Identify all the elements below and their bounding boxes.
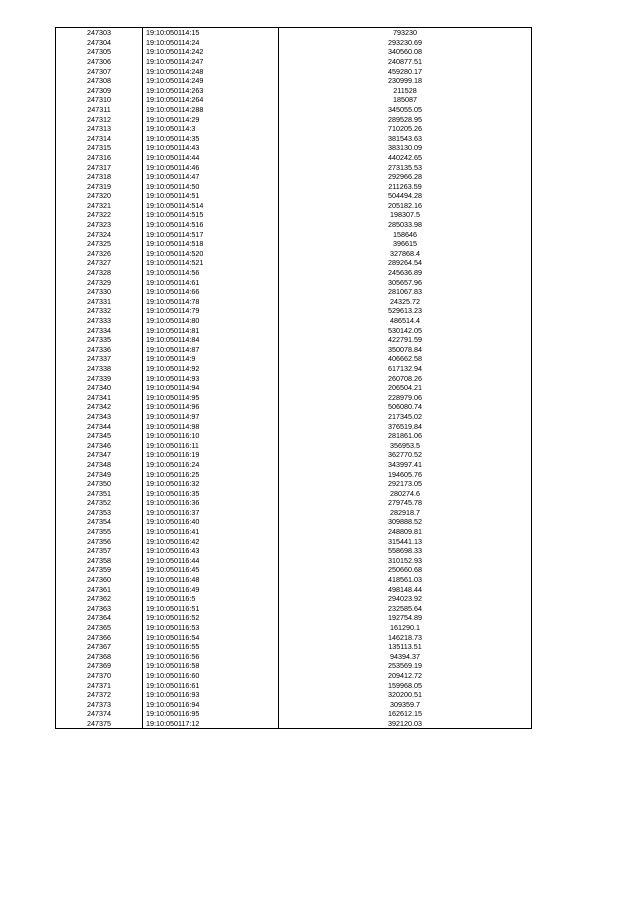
cadastral-number-cell: 19:10:050116:53 — [143, 623, 279, 633]
row-number-cell: 247367 — [56, 642, 143, 652]
cadastral-number-cell: 19:10:050114:515 — [143, 210, 279, 220]
table-row — [56, 565, 532, 575]
value-cell: 205182.16 — [279, 201, 532, 211]
row-number-cell: 247369 — [56, 661, 143, 671]
row-number-cell: 247330 — [56, 287, 143, 297]
table-row — [56, 671, 532, 681]
value-cell: 279745.78 — [279, 498, 532, 508]
value-cell: 146218.73 — [279, 632, 532, 642]
table-row — [56, 652, 532, 662]
row-number-cell: 247305 — [56, 47, 143, 57]
cadastral-number-cell: 19:10:050114:56 — [143, 268, 279, 278]
row-number-cell: 247303 — [56, 28, 143, 38]
table-row — [56, 412, 532, 422]
cadastral-number-cell: 19:10:050114:521 — [143, 258, 279, 268]
value-cell: 350078.84 — [279, 345, 532, 355]
value-cell: 422791.59 — [279, 335, 532, 345]
table-row — [56, 47, 532, 57]
row-number-cell: 247368 — [56, 652, 143, 662]
cadastral-number-cell: 19:10:050116:55 — [143, 642, 279, 652]
value-cell: 232585.64 — [279, 604, 532, 614]
row-number-cell: 247345 — [56, 431, 143, 441]
table-row — [56, 335, 532, 345]
value-cell: 211263.59 — [279, 182, 532, 192]
row-number-cell: 247327 — [56, 258, 143, 268]
row-number-cell: 247308 — [56, 76, 143, 86]
cadastral-number-cell: 19:10:050114:84 — [143, 335, 279, 345]
cadastral-number-cell: 19:10:050114:80 — [143, 316, 279, 326]
value-cell: 345055.05 — [279, 105, 532, 115]
row-number-cell: 247362 — [56, 594, 143, 604]
row-number-cell: 247316 — [56, 153, 143, 163]
value-cell: 280274.6 — [279, 489, 532, 499]
row-number-cell: 247312 — [56, 114, 143, 124]
cadastral-number-cell: 19:10:050114:9 — [143, 354, 279, 364]
cadastral-number-cell: 19:10:050114:51 — [143, 191, 279, 201]
cadastral-number-cell: 19:10:050114:3 — [143, 124, 279, 134]
row-number-cell: 247325 — [56, 239, 143, 249]
cadastral-number-cell: 19:10:050114:87 — [143, 345, 279, 355]
cadastral-number-cell: 19:10:050116:41 — [143, 527, 279, 537]
cadastral-number-cell: 19:10:050114:248 — [143, 66, 279, 76]
value-cell: 292966.28 — [279, 172, 532, 182]
table-row — [56, 393, 532, 403]
cadastral-number-cell: 19:10:050116:49 — [143, 584, 279, 594]
cadastral-number-cell: 19:10:050116:5 — [143, 594, 279, 604]
value-cell: 217345.02 — [279, 412, 532, 422]
cadastral-number-cell: 19:10:050114:98 — [143, 421, 279, 431]
row-number-cell: 247307 — [56, 66, 143, 76]
value-cell: 209412.72 — [279, 671, 532, 681]
cadastral-number-cell: 19:10:050116:60 — [143, 671, 279, 681]
table-row — [56, 325, 532, 335]
cadastral-number-cell: 19:10:050116:45 — [143, 565, 279, 575]
cadastral-number-cell: 19:10:050116:37 — [143, 508, 279, 518]
cadastral-number-cell: 19:10:050114:47 — [143, 172, 279, 182]
value-cell: 289264.54 — [279, 258, 532, 268]
cadastral-number-cell: 19:10:050116:48 — [143, 575, 279, 585]
value-cell: 305657.96 — [279, 277, 532, 287]
cadastral-number-cell: 19:10:050116:44 — [143, 556, 279, 566]
value-cell: 281067.83 — [279, 287, 532, 297]
table-row — [56, 594, 532, 604]
row-number-cell: 247374 — [56, 709, 143, 719]
value-cell: 440242.65 — [279, 153, 532, 163]
cadastral-number-cell: 19:10:050114:61 — [143, 277, 279, 287]
row-number-cell: 247352 — [56, 498, 143, 508]
cadastral-number-cell: 19:10:050116:25 — [143, 469, 279, 479]
cadastral-number-cell: 19:10:050116:32 — [143, 479, 279, 489]
row-number-cell: 247338 — [56, 364, 143, 374]
cadastral-number-cell: 19:10:050114:35 — [143, 134, 279, 144]
value-cell: 309888.52 — [279, 517, 532, 527]
row-number-cell: 247332 — [56, 306, 143, 316]
value-cell: 310152.93 — [279, 556, 532, 566]
value-cell: 260708.26 — [279, 373, 532, 383]
value-cell: 198307.5 — [279, 210, 532, 220]
table-row — [56, 383, 532, 393]
cadastral-number-cell: 19:10:050116:52 — [143, 613, 279, 623]
table-row — [56, 469, 532, 479]
value-cell: 327868.4 — [279, 249, 532, 259]
row-number-cell: 247350 — [56, 479, 143, 489]
table-row — [56, 373, 532, 383]
row-number-cell: 247360 — [56, 575, 143, 585]
cadastral-number-cell: 19:10:050114:514 — [143, 201, 279, 211]
value-cell: 793230 — [279, 28, 532, 38]
cadastral-number-cell: 19:10:050114:520 — [143, 249, 279, 259]
value-cell: 230999.18 — [279, 76, 532, 86]
table-body — [56, 28, 532, 729]
row-number-cell: 247372 — [56, 690, 143, 700]
table-row — [56, 268, 532, 278]
cadastral-number-cell: 19:10:050116:95 — [143, 709, 279, 719]
table-row — [56, 508, 532, 518]
table-row — [56, 613, 532, 623]
cadastral-number-cell: 19:10:050114:79 — [143, 306, 279, 316]
table-row — [56, 354, 532, 364]
row-number-cell: 247337 — [56, 354, 143, 364]
row-number-cell: 247354 — [56, 517, 143, 527]
table-row — [56, 632, 532, 642]
value-cell: 159968.05 — [279, 680, 532, 690]
cadastral-number-cell: 19:10:050116:93 — [143, 690, 279, 700]
table-row — [56, 86, 532, 96]
value-cell: 192754.89 — [279, 613, 532, 623]
row-number-cell: 247370 — [56, 671, 143, 681]
value-cell: 362770.52 — [279, 450, 532, 460]
table-row — [56, 575, 532, 585]
table-row — [56, 124, 532, 134]
table-row — [56, 642, 532, 652]
row-number-cell: 247324 — [56, 229, 143, 239]
table-row — [56, 690, 532, 700]
value-cell: 294023.92 — [279, 594, 532, 604]
cadastral-number-cell: 19:10:050114:78 — [143, 297, 279, 307]
value-cell: 24325.72 — [279, 297, 532, 307]
row-number-cell: 247333 — [56, 316, 143, 326]
cadastral-number-cell: 19:10:050114:43 — [143, 143, 279, 153]
table-row — [56, 489, 532, 499]
cadastral-number-cell: 19:10:050114:95 — [143, 393, 279, 403]
table-row — [56, 28, 532, 38]
cadastral-number-cell: 19:10:050114:263 — [143, 86, 279, 96]
row-number-cell: 247346 — [56, 441, 143, 451]
row-number-cell: 247348 — [56, 460, 143, 470]
table-row — [56, 143, 532, 153]
row-number-cell: 247315 — [56, 143, 143, 153]
row-number-cell: 247336 — [56, 345, 143, 355]
row-number-cell: 247358 — [56, 556, 143, 566]
cadastral-number-cell: 19:10:050114:29 — [143, 114, 279, 124]
table-row — [56, 297, 532, 307]
cadastral-number-cell: 19:10:050116:40 — [143, 517, 279, 527]
table-row — [56, 95, 532, 105]
value-cell: 248809.81 — [279, 527, 532, 537]
table-row — [56, 306, 532, 316]
table-row — [56, 546, 532, 556]
row-number-cell: 247322 — [56, 210, 143, 220]
table-row — [56, 258, 532, 268]
cadastral-number-cell: 19:10:050114:288 — [143, 105, 279, 115]
table-row — [56, 584, 532, 594]
value-cell: 381543.63 — [279, 134, 532, 144]
row-number-cell: 247359 — [56, 565, 143, 575]
cadastral-number-cell: 19:10:050114:96 — [143, 402, 279, 412]
cadastral-number-cell: 19:10:050116:61 — [143, 680, 279, 690]
row-number-cell: 247342 — [56, 402, 143, 412]
table-row — [56, 191, 532, 201]
table-row — [56, 498, 532, 508]
table-row — [56, 431, 532, 441]
table-row — [56, 153, 532, 163]
table-row — [56, 719, 532, 729]
table-row — [56, 172, 532, 182]
cadastral-number-cell: 19:10:050114:93 — [143, 373, 279, 383]
cadastral-number-cell: 19:10:050116:56 — [143, 652, 279, 662]
row-number-cell: 247326 — [56, 249, 143, 259]
value-cell: 459280.17 — [279, 66, 532, 76]
table-row — [56, 700, 532, 710]
row-number-cell: 247347 — [56, 450, 143, 460]
row-number-cell: 247356 — [56, 536, 143, 546]
cadastral-number-cell: 19:10:050114:97 — [143, 412, 279, 422]
value-cell: 185087 — [279, 95, 532, 105]
row-number-cell: 247318 — [56, 172, 143, 182]
row-number-cell: 247355 — [56, 527, 143, 537]
value-cell: 406662.58 — [279, 354, 532, 364]
table-row — [56, 38, 532, 48]
value-cell: 340560.08 — [279, 47, 532, 57]
row-number-cell: 247317 — [56, 162, 143, 172]
row-number-cell: 247349 — [56, 469, 143, 479]
cadastral-number-cell: 19:10:050114:264 — [143, 95, 279, 105]
cadastral-number-cell: 19:10:050116:10 — [143, 431, 279, 441]
cadastral-number-cell: 19:10:050116:11 — [143, 441, 279, 451]
cadastral-number-cell: 19:10:050114:517 — [143, 229, 279, 239]
cadastral-number-cell: 19:10:050114:518 — [143, 239, 279, 249]
value-cell: 418561.03 — [279, 575, 532, 585]
cadastral-number-cell: 19:10:050114:50 — [143, 182, 279, 192]
table-row — [56, 450, 532, 460]
table-row — [56, 239, 532, 249]
value-cell: 309359.7 — [279, 700, 532, 710]
row-number-cell: 247309 — [56, 86, 143, 96]
value-cell: 558698.33 — [279, 546, 532, 556]
table-row — [56, 57, 532, 67]
cadastral-number-cell: 19:10:050114:249 — [143, 76, 279, 86]
value-cell: 293230.69 — [279, 38, 532, 48]
value-cell: 245636.89 — [279, 268, 532, 278]
row-number-cell: 247363 — [56, 604, 143, 614]
row-number-cell: 247313 — [56, 124, 143, 134]
table-row — [56, 162, 532, 172]
table-row — [56, 623, 532, 633]
table-row — [56, 277, 532, 287]
cadastral-number-cell: 19:10:050114:247 — [143, 57, 279, 67]
row-number-cell: 247331 — [56, 297, 143, 307]
table-row — [56, 220, 532, 230]
value-cell: 617132.94 — [279, 364, 532, 374]
cadastral-number-cell: 19:10:050116:43 — [143, 546, 279, 556]
value-cell: 530142.05 — [279, 325, 532, 335]
value-cell: 135113.51 — [279, 642, 532, 652]
document-page — [55, 27, 531, 729]
row-number-cell: 247375 — [56, 719, 143, 729]
table-row — [56, 287, 532, 297]
table-row — [56, 182, 532, 192]
value-cell: 498148.44 — [279, 584, 532, 594]
table-row — [56, 479, 532, 489]
table-row — [56, 556, 532, 566]
value-cell: 292173.05 — [279, 479, 532, 489]
table-row — [56, 460, 532, 470]
value-cell: 206504.21 — [279, 383, 532, 393]
row-number-cell: 247314 — [56, 134, 143, 144]
value-cell: 392120.03 — [279, 719, 532, 729]
table-row — [56, 364, 532, 374]
value-cell: 94394.37 — [279, 652, 532, 662]
value-cell: 289528.95 — [279, 114, 532, 124]
table-row — [56, 709, 532, 719]
row-number-cell: 247371 — [56, 680, 143, 690]
cadastral-number-cell: 19:10:050114:44 — [143, 153, 279, 163]
value-cell: 240877.51 — [279, 57, 532, 67]
value-cell: 194605.76 — [279, 469, 532, 479]
table-row — [56, 316, 532, 326]
row-number-cell: 247319 — [56, 182, 143, 192]
value-cell: 343997.41 — [279, 460, 532, 470]
value-cell: 281861.06 — [279, 431, 532, 441]
value-cell: 320200.51 — [279, 690, 532, 700]
value-cell: 282918.7 — [279, 508, 532, 518]
table-row — [56, 517, 532, 527]
row-number-cell: 247320 — [56, 191, 143, 201]
table-row — [56, 421, 532, 431]
table-row — [56, 249, 532, 259]
cadastral-number-cell: 19:10:050114:15 — [143, 28, 279, 38]
cadastral-number-cell: 19:10:050117:12 — [143, 719, 279, 729]
cadastral-number-cell: 19:10:050114:516 — [143, 220, 279, 230]
row-number-cell: 247311 — [56, 105, 143, 115]
row-number-cell: 247361 — [56, 584, 143, 594]
row-number-cell: 247351 — [56, 489, 143, 499]
value-cell: 273135.53 — [279, 162, 532, 172]
value-cell: 228979.06 — [279, 393, 532, 403]
value-cell: 162612.15 — [279, 709, 532, 719]
value-cell: 396615 — [279, 239, 532, 249]
table-row — [56, 229, 532, 239]
cadastral-number-cell: 19:10:050116:94 — [143, 700, 279, 710]
row-number-cell: 247343 — [56, 412, 143, 422]
value-cell: 158646 — [279, 229, 532, 239]
row-number-cell: 247340 — [56, 383, 143, 393]
value-cell: 315441.13 — [279, 536, 532, 546]
row-number-cell: 247323 — [56, 220, 143, 230]
value-cell: 504494.28 — [279, 191, 532, 201]
value-cell: 376519.84 — [279, 421, 532, 431]
cadastral-number-cell: 19:10:050114:81 — [143, 325, 279, 335]
value-cell: 356953.5 — [279, 441, 532, 451]
value-cell: 506080.74 — [279, 402, 532, 412]
row-number-cell: 247335 — [56, 335, 143, 345]
row-number-cell: 247341 — [56, 393, 143, 403]
value-cell: 285033.98 — [279, 220, 532, 230]
cadastral-number-cell: 19:10:050114:242 — [143, 47, 279, 57]
table-row — [56, 76, 532, 86]
table-row — [56, 114, 532, 124]
row-number-cell: 247339 — [56, 373, 143, 383]
value-cell: 383130.09 — [279, 143, 532, 153]
table-row — [56, 201, 532, 211]
row-number-cell: 247344 — [56, 421, 143, 431]
cadastral-number-cell: 19:10:050116:54 — [143, 632, 279, 642]
table-row — [56, 661, 532, 671]
cadastral-number-cell: 19:10:050114:46 — [143, 162, 279, 172]
cadastral-number-cell: 19:10:050116:19 — [143, 450, 279, 460]
cadastral-number-cell: 19:10:050116:35 — [143, 489, 279, 499]
row-number-cell: 247304 — [56, 38, 143, 48]
value-cell: 161290.1 — [279, 623, 532, 633]
row-number-cell: 247357 — [56, 546, 143, 556]
table-row — [56, 527, 532, 537]
cadastral-number-cell: 19:10:050116:58 — [143, 661, 279, 671]
row-number-cell: 247334 — [56, 325, 143, 335]
cadastral-number-cell: 19:10:050116:24 — [143, 460, 279, 470]
row-number-cell: 247365 — [56, 623, 143, 633]
value-cell: 250660.68 — [279, 565, 532, 575]
table-row — [56, 680, 532, 690]
value-cell: 486514.4 — [279, 316, 532, 326]
table-row — [56, 402, 532, 412]
row-number-cell: 247306 — [56, 57, 143, 67]
row-number-cell: 247310 — [56, 95, 143, 105]
table-row — [56, 66, 532, 76]
row-number-cell: 247328 — [56, 268, 143, 278]
table-row — [56, 536, 532, 546]
value-cell: 211528 — [279, 86, 532, 96]
row-number-cell: 247321 — [56, 201, 143, 211]
table-row — [56, 105, 532, 115]
value-cell: 710205.26 — [279, 124, 532, 134]
table-row — [56, 134, 532, 144]
cadastral-number-cell: 19:10:050114:24 — [143, 38, 279, 48]
cadastral-number-cell: 19:10:050116:42 — [143, 536, 279, 546]
cadastral-number-cell: 19:10:050114:92 — [143, 364, 279, 374]
value-cell: 253569.19 — [279, 661, 532, 671]
cadastral-number-cell: 19:10:050116:36 — [143, 498, 279, 508]
cadastral-value-table — [55, 27, 532, 729]
table-row — [56, 441, 532, 451]
cadastral-number-cell: 19:10:050116:51 — [143, 604, 279, 614]
cadastral-number-cell: 19:10:050114:94 — [143, 383, 279, 393]
cadastral-number-cell: 19:10:050114:66 — [143, 287, 279, 297]
row-number-cell: 247329 — [56, 277, 143, 287]
row-number-cell: 247373 — [56, 700, 143, 710]
row-number-cell: 247353 — [56, 508, 143, 518]
table-row — [56, 604, 532, 614]
table-row — [56, 345, 532, 355]
row-number-cell: 247364 — [56, 613, 143, 623]
row-number-cell: 247366 — [56, 632, 143, 642]
table-row — [56, 210, 532, 220]
value-cell: 529613.23 — [279, 306, 532, 316]
